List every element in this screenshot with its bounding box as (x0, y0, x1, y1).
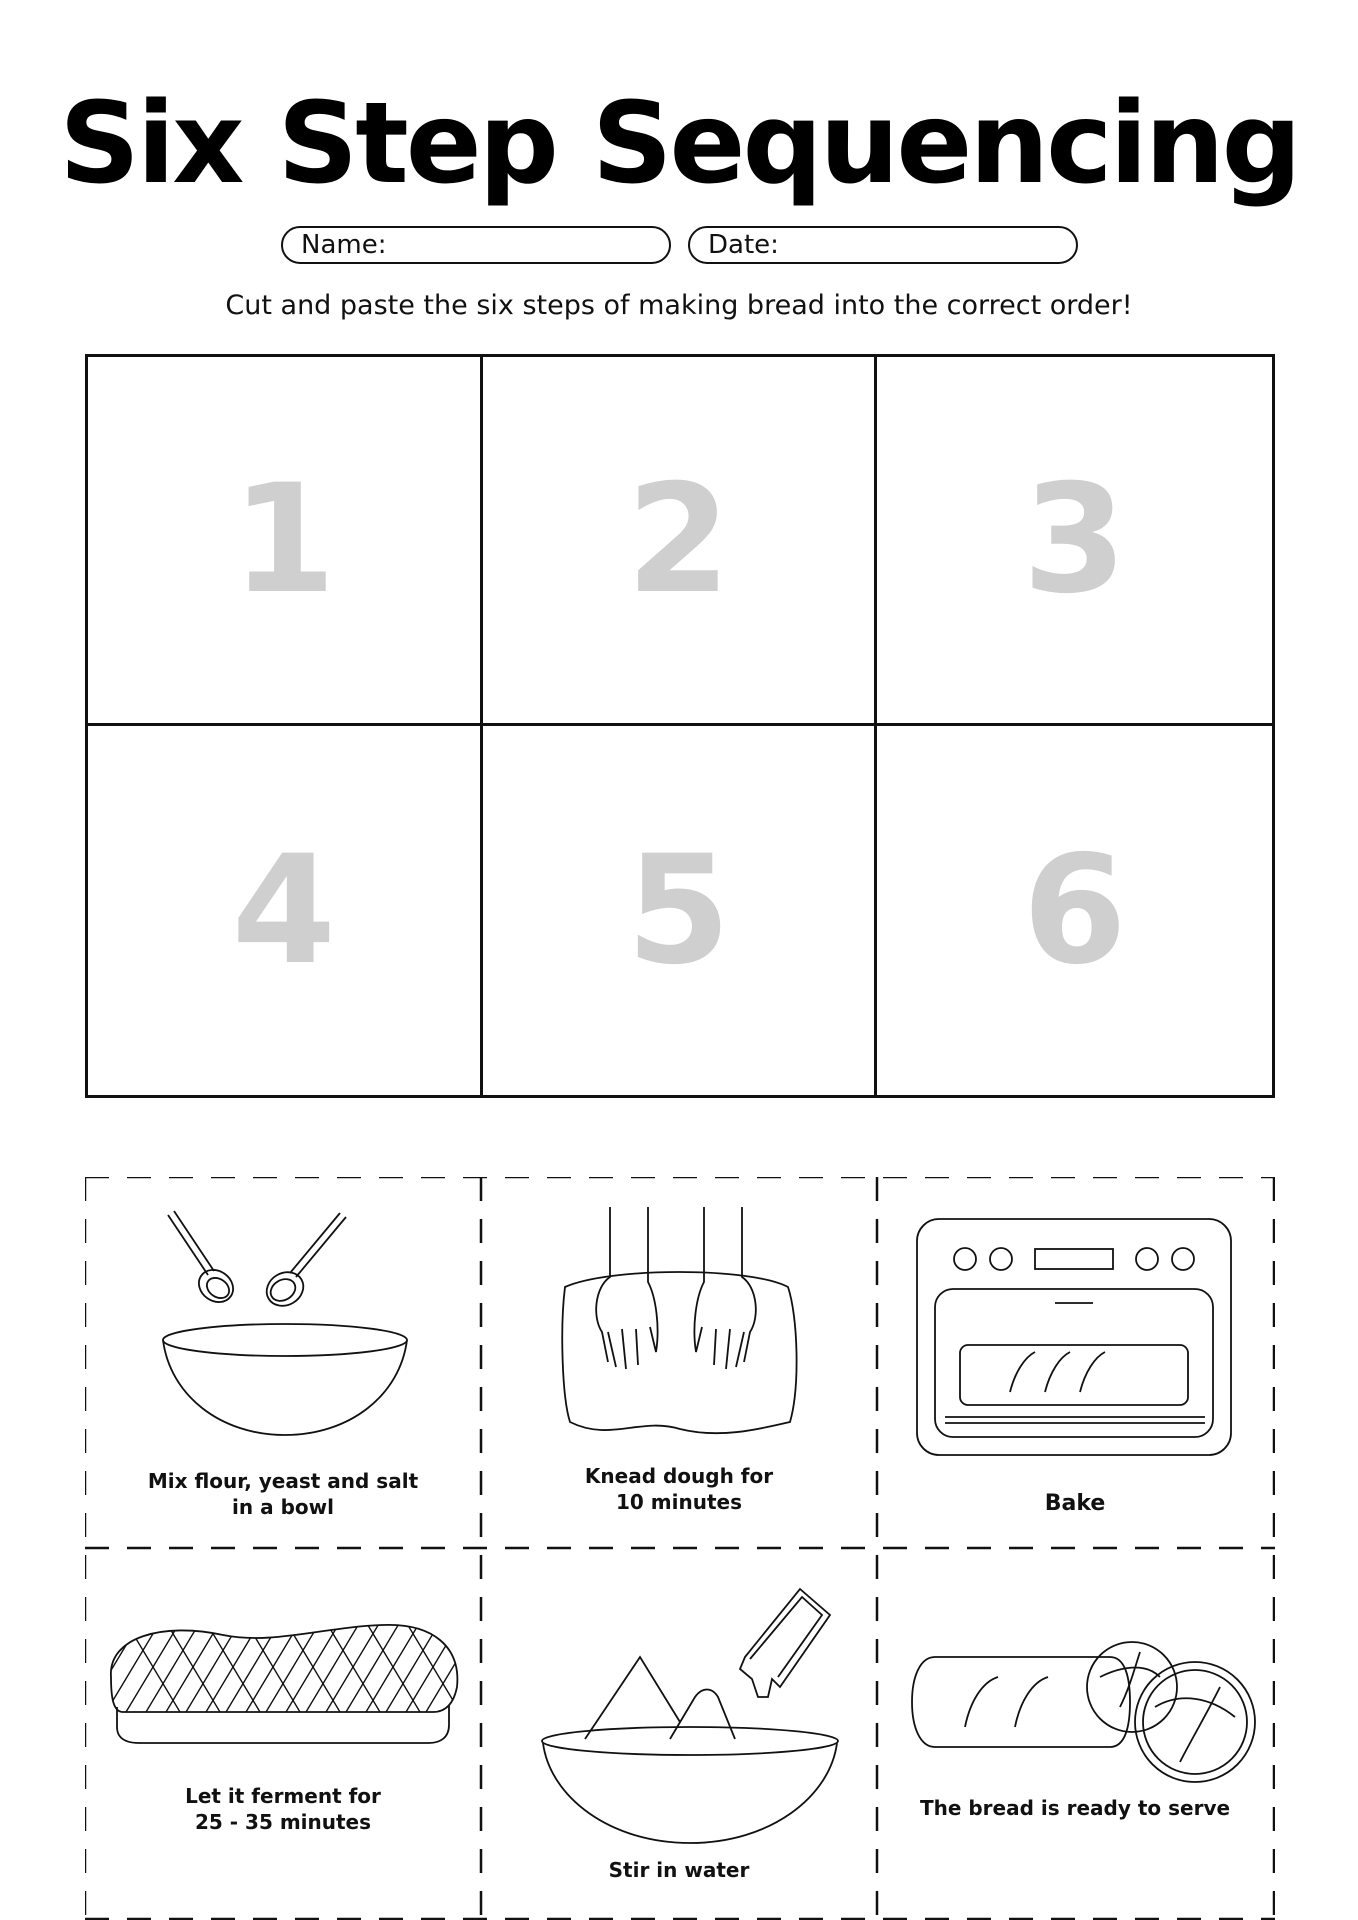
card-label-line1: Bake (1044, 1491, 1106, 1516)
card-label-line2: 10 minutes (616, 1490, 742, 1514)
rising-dough-icon (103, 1617, 463, 1747)
card-label-serve (877, 1795, 1273, 1821)
card-label-stir (481, 1857, 877, 1883)
step-number: 3 (1022, 453, 1127, 627)
card-label-mix (85, 1468, 481, 1520)
card-label-line1: Stir in water (608, 1858, 750, 1882)
step-number: 5 (626, 823, 731, 998)
card-label-line2: 25 - 35 minutes (194, 1810, 372, 1834)
card-label-knead (481, 1463, 877, 1515)
step-box-6[interactable] (877, 726, 1272, 1095)
card-label-bake (877, 1491, 1273, 1517)
step-box-5[interactable] (483, 726, 878, 1095)
instructions-text: Cut and paste the six steps of making bread into the correct order! (225, 290, 1133, 321)
step-number: 4 (231, 823, 337, 998)
bread-loaves-icon (910, 1632, 1260, 1792)
date-label: Date: (708, 230, 779, 260)
card-label-line1: Mix flour, yeast and salt (147, 1469, 419, 1493)
cutout-cards (85, 1177, 1275, 1920)
card-label-ferment (85, 1783, 481, 1835)
page-title: Six Step Sequencing (59, 79, 1299, 209)
oven-icon (915, 1217, 1235, 1457)
step-number: 1 (231, 453, 337, 627)
kneading-hands-icon (550, 1207, 810, 1457)
card-label-line2: in a bowl (232, 1495, 334, 1519)
date-field[interactable] (688, 226, 1078, 264)
card-label-line1: Let it ferment for (185, 1784, 381, 1808)
bowl-flour-water-icon (540, 1587, 840, 1847)
step-number: 6 (1022, 823, 1127, 998)
step-box-1[interactable] (88, 357, 483, 726)
name-field[interactable] (281, 226, 671, 264)
name-label: Name: (301, 230, 387, 260)
card-label-line1: Knead dough for (584, 1464, 774, 1488)
step-box-2[interactable] (483, 357, 878, 726)
step-number: 2 (626, 453, 731, 627)
mixing-bowl-spoons-icon (140, 1205, 430, 1445)
step-box-4[interactable] (88, 726, 483, 1095)
card-label-line1: The bread is ready to serve (919, 1796, 1231, 1820)
sequence-grid (85, 354, 1275, 1098)
step-box-3[interactable] (877, 357, 1272, 726)
